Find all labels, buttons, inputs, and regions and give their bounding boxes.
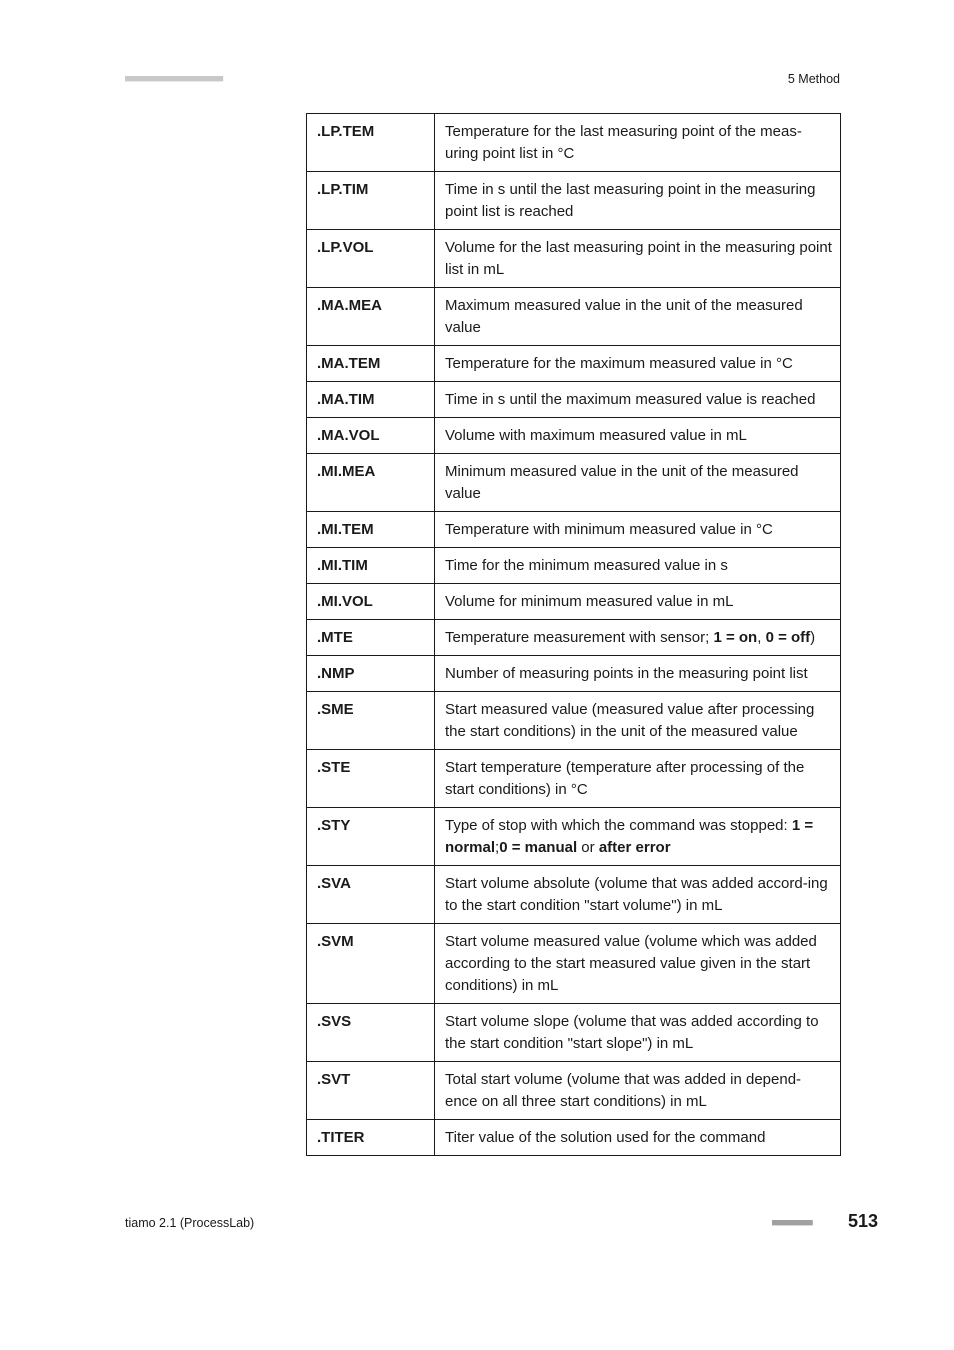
variable-description [435,454,841,512]
footer-decoration: ■■■■■■■■■ [772,1218,812,1228]
table-row [307,584,841,620]
variable-description [435,584,841,620]
table-row [307,1062,841,1120]
description-text: Total start volume (volume that was added in depend-ence on all three start conditions) in mL [445,1071,802,1110]
variable-name: .STE [307,750,435,808]
variable-description [435,172,841,230]
description-emphasis: 1 = normal [445,817,814,856]
variable-description [435,1004,841,1062]
variable-name: .SVS [307,1004,435,1062]
description-text: Temperature with minimum measured value in °C [445,521,773,538]
variable-name: .LP.TEM [307,114,435,172]
description-text: Maximum measured value in the unit of the measured value [445,297,803,336]
table-row [307,1004,841,1062]
description-emphasis: 0 = off [765,629,811,646]
description-text: Temperature for the last measuring point of the meas-uring point list in °C [445,123,802,162]
description-text: Start volume absolute (volume that was added accord-ing to the start condition "start volume") in mL [445,875,828,914]
description-text: Number of measuring points in the measuring point list [445,665,808,682]
variable-description [435,924,841,1004]
product-name: tiamo 2.1 (ProcessLab) [125,1216,255,1230]
variable-description [435,692,841,750]
variable-name: .MA.VOL [307,418,435,454]
variable-description [435,418,841,454]
variables-table [306,113,841,1156]
variable-description [435,346,841,382]
description-text: Volume for minimum measured value in mL [445,593,734,610]
table-row [307,172,841,230]
description-emphasis: 1 = on [713,629,758,646]
description-text: Type of stop with which the command was stopped: [445,817,792,834]
description-emphasis: after error [598,839,671,856]
header-decoration: ■■■■■■■■■■■■■■■■■■■■■■ [125,74,223,84]
table-row [307,656,841,692]
variable-description [435,114,841,172]
variable-name: .MI.TIM [307,548,435,584]
variable-name: .LP.VOL [307,230,435,288]
table-row [307,548,841,584]
description-text: Start volume slope (volume that was added according to the start condition "start slope") in mL [445,1013,819,1052]
variable-description [435,808,841,866]
table-row [307,382,841,418]
variable-description [435,382,841,418]
variable-name: .MTE [307,620,435,656]
description-text: ; [495,839,500,856]
description-text: Titer value of the solution used for the command [445,1129,766,1146]
variable-name: .NMP [307,656,435,692]
table-row [307,454,841,512]
table-row [307,692,841,750]
variable-description [435,512,841,548]
variable-description [435,548,841,584]
table-row [307,808,841,866]
variable-description [435,656,841,692]
table-row [307,750,841,808]
variable-name: .MI.TEM [307,512,435,548]
variable-name: .TITER [307,1120,435,1156]
table-row [307,114,841,172]
variable-description [435,230,841,288]
variable-name: .STY [307,808,435,866]
table-row [307,620,841,656]
description-text: Start volume measured value (volume which was added according to the start measured value given in the start conditions) in mL [445,933,817,994]
description-text: , [757,629,766,646]
variable-description [435,866,841,924]
description-text: ) [810,629,816,646]
description-text: Temperature measurement with sensor; [445,629,714,646]
variable-name: .MI.MEA [307,454,435,512]
table-row [307,866,841,924]
description-text: Temperature for the maximum measured value in °C [445,355,793,372]
variable-description [435,288,841,346]
table-row [307,346,841,382]
variable-name: .SVA [307,866,435,924]
table-row [307,924,841,1004]
variable-description [435,620,841,656]
variable-name: .SVT [307,1062,435,1120]
variable-name: .MA.MEA [307,288,435,346]
description-text: Volume for the last measuring point in the measuring point list in mL [445,239,832,278]
variable-description [435,1062,841,1120]
variable-name: .SME [307,692,435,750]
variable-description [435,1120,841,1156]
table-row [307,230,841,288]
description-text: Volume with maximum measured value in mL [445,427,747,444]
variable-name: .MA.TIM [307,382,435,418]
description-text: Time in s until the last measuring point in the measuring point list is reached [445,181,816,220]
description-text: or [577,839,599,856]
description-emphasis: 0 = manual [499,839,578,856]
description-text: Start measured value (measured value after processing the start conditions) in the unit of the measured value [445,701,815,740]
variable-name: .LP.TIM [307,172,435,230]
variable-name: .MA.TEM [307,346,435,382]
description-text: Start temperature (temperature after processing of the start conditions) in °C [445,759,805,798]
table-row [307,1120,841,1156]
variable-name: .MI.VOL [307,584,435,620]
page-number: 513 [847,1211,878,1231]
table-row [307,512,841,548]
chapter-title: 5 Method [787,72,840,86]
description-text: Time in s until the maximum measured value is reached [445,391,816,408]
description-text: Minimum measured value in the unit of the measured value [445,463,799,502]
variable-description [435,750,841,808]
variable-name: .SVM [307,924,435,1004]
description-text: Time for the minimum measured value in s [445,557,728,574]
table-row [307,288,841,346]
table-row [307,418,841,454]
